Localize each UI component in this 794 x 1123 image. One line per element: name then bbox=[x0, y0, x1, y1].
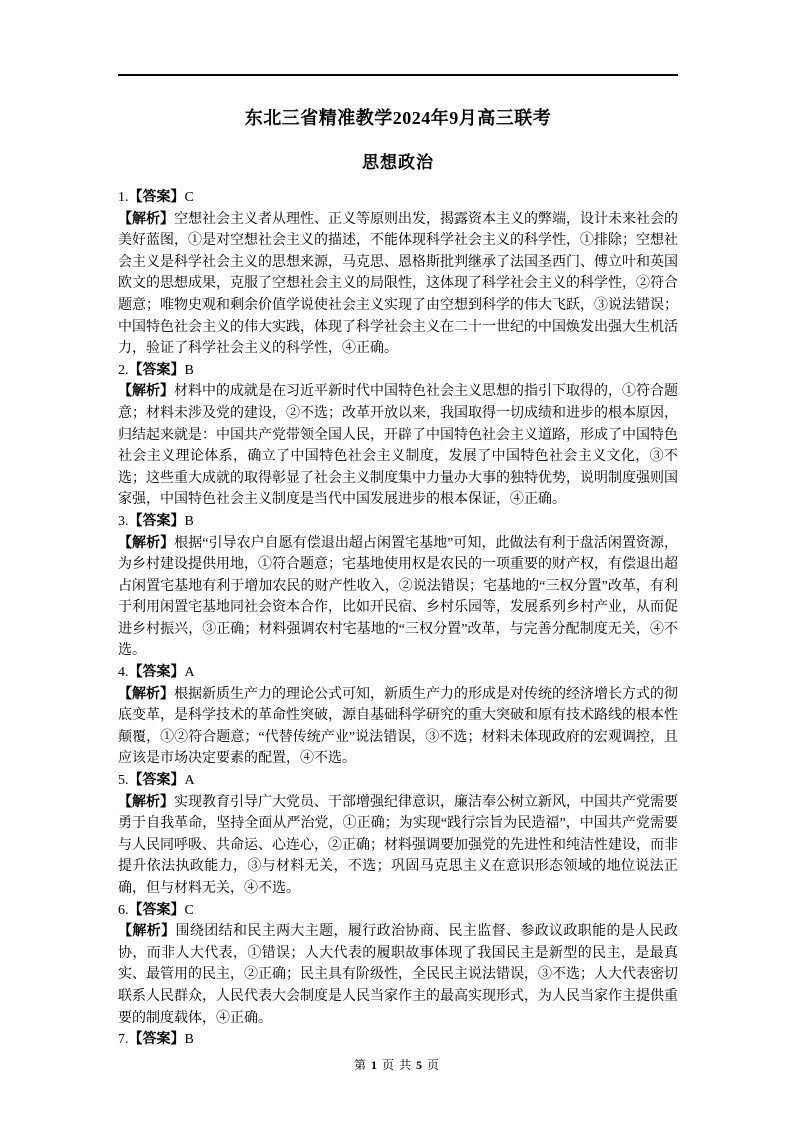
question-number: 2. bbox=[118, 362, 129, 378]
footer-mid1: 页 bbox=[381, 1058, 395, 1072]
answer-value: B bbox=[184, 513, 194, 529]
footer-pre: 第 bbox=[353, 1058, 367, 1072]
answer-line bbox=[118, 360, 678, 382]
answer-item bbox=[118, 662, 678, 770]
answer-label: 【答案】 bbox=[128, 665, 185, 681]
analysis-paragraph bbox=[118, 792, 678, 900]
top-rule bbox=[118, 74, 678, 76]
answer-line bbox=[118, 662, 678, 684]
footer-total-pages: 5 bbox=[416, 1058, 424, 1072]
question-number: 1. bbox=[118, 190, 129, 205]
analysis-text: 根据新质生产力的理论公式可知，新质生产力的形成是对传统的经济增长方式的彻底变革，是科学技术的革命性突破，源自基础科学研究的重大突破和原有技术路线的根本性颠覆，①②符合题意；“代替传统产业”说法错误，③不选；材料未体现政府的宏观调控，且应该是市场决定要素的配置，④不选。 bbox=[118, 686, 678, 767]
analysis-paragraph bbox=[118, 533, 678, 663]
answer-value: B bbox=[184, 1032, 194, 1048]
answer-value: B bbox=[184, 362, 194, 378]
answer-value: C bbox=[184, 902, 194, 918]
question-number: 6. bbox=[118, 902, 129, 918]
analysis-label: 【解析】 bbox=[118, 686, 174, 702]
analysis-paragraph bbox=[118, 209, 678, 360]
answer-line bbox=[118, 187, 678, 209]
answer-item bbox=[118, 900, 678, 1030]
analysis-label: 【解析】 bbox=[118, 211, 174, 227]
analysis-paragraph bbox=[118, 684, 678, 770]
answer-list bbox=[118, 187, 678, 1051]
analysis-text: 空想社会主义者从理性、正义等原则出发，揭露资本主义的弊端，设计未来社会的美好蓝图，①是对空想社会主义的描述，不能体现科学社会主义的科学性，①排除；空想社会主义是科学社会主义的思想来源，马克思、恩格斯批判继承了法国圣西门、傅立叶和英国欧文的思想成果，克服了空想社会主义的局限性，这体现了科学社会主义的科学性，②符合题意；唯物史观和剩余价值学说使社会主义实现了由空想到科学的伟大飞跃，③说法错误；中国特色社会主义的伟大实践，体现了科学社会主义在二十一世纪的中国焕发出强大生机活力，验证了科学社会主义的科学性，④正确。 bbox=[118, 211, 678, 357]
answer-item bbox=[118, 511, 678, 662]
answer-line bbox=[118, 1029, 678, 1051]
answer-label: 【答案】 bbox=[128, 513, 185, 529]
answer-label: 【答案】 bbox=[128, 190, 185, 205]
document-subtitle: 思想政治 bbox=[362, 153, 434, 172]
analysis-paragraph bbox=[118, 921, 678, 1029]
document-content bbox=[118, 0, 678, 1051]
analysis-text: 材料中的成就是在习近平新时代中国特色社会主义思想的指引下取得的，①符合题意；材料未涉及党的建设，②不选；改革开放以来，我国取得一切成绩和进步的根本原因，归结起来就是：中国共产党带领全国人民，开辟了中国特色社会主义道路，形成了中国特色社会主义理论体系，确立了中国特色社会主义制度，发展了中国特色社会主义文化，③不选；这些重大成就的取得彰显了社会主义制度集中力量办大事的独特优势，说明制度强则国家强，中国特色社会主义制度是当代中国发展进步的根本保证，④正确。 bbox=[118, 384, 678, 508]
footer-page-number: 1 bbox=[370, 1058, 378, 1072]
footer-mid2: 共 bbox=[399, 1058, 413, 1072]
analysis-label: 【解析】 bbox=[118, 924, 176, 940]
answer-label: 【答案】 bbox=[128, 362, 185, 378]
answer-label: 【答案】 bbox=[128, 902, 185, 918]
question-number: 3. bbox=[118, 513, 129, 529]
answer-item bbox=[118, 1029, 678, 1051]
answer-line bbox=[118, 770, 678, 792]
analysis-text: 根据“引导农户自愿有偿退出超占闲置宅基地”可知，此做法有利于盘活闲置资源，为乡村建设提供用地，①符合题意；宅基地使用权是农民的一项重要的财产权，有偿退出超占闲置宅基地有利于增加农民的财产性收入，②说法错误；宅基地的“三权分置”改革，有利于利用闲置宅基地同社会资本合作，比如开民宿、乡村乐园等，发展系列乡村产业，从而促进乡村振兴，③正确；材料强调农村宅基地的“三权分置”改革，与完善分配制度无关，④不选。 bbox=[118, 535, 678, 659]
question-number: 4. bbox=[118, 665, 129, 681]
answer-line bbox=[118, 900, 678, 922]
page-footer bbox=[0, 1056, 794, 1073]
analysis-label: 【解析】 bbox=[118, 794, 174, 810]
analysis-text: 实现教育引导广大党员、干部增强纪律意识，廉洁奉公树立新风，中国共产党需要勇于自我革命，坚持全面从严治党，①正确；为实现“践行宗旨为民造福”，中国共产党需要与人民同呼吸、共命运、心连心，②正确；材料强调要加强党的先进性和纯洁性建设，而非提升依法执政能力，③与材料无关，不选；巩固马克思主义在意识形态领域的地位说法正确，但与材料无关，④不选。 bbox=[118, 794, 678, 896]
answer-item bbox=[118, 360, 678, 511]
document-title: 东北三省精准教学2024年9月高三联考 bbox=[244, 108, 552, 128]
answer-label: 【答案】 bbox=[128, 1032, 185, 1048]
answer-value: A bbox=[184, 665, 195, 681]
footer-post: 页 bbox=[427, 1058, 441, 1072]
analysis-label: 【解析】 bbox=[118, 384, 174, 400]
answer-item bbox=[118, 187, 678, 360]
answer-line bbox=[118, 511, 678, 533]
question-number: 7. bbox=[118, 1032, 129, 1048]
analysis-text: 围绕团结和民主两大主题，履行政治协商、民主监督、参政议政职能的是人民政协，而非人大代表，①错误；人大代表的履职故事体现了我国民主是新型的民主，是最真实、最管用的民主，②正确；民主具有阶级性，全民民主说法错误，③不选；人大代表密切联系人民群众，人民代表大会制度是人民当家作主的最高实现形式，为人民当家作主提供重要的制度载体，④正确。 bbox=[118, 924, 679, 1026]
question-number: 5. bbox=[118, 773, 129, 789]
answer-value: A bbox=[184, 773, 195, 789]
answer-item bbox=[118, 770, 678, 900]
analysis-paragraph bbox=[118, 381, 678, 511]
answer-label: 【答案】 bbox=[128, 773, 185, 789]
answer-value: C bbox=[184, 190, 194, 205]
analysis-label: 【解析】 bbox=[118, 535, 175, 551]
